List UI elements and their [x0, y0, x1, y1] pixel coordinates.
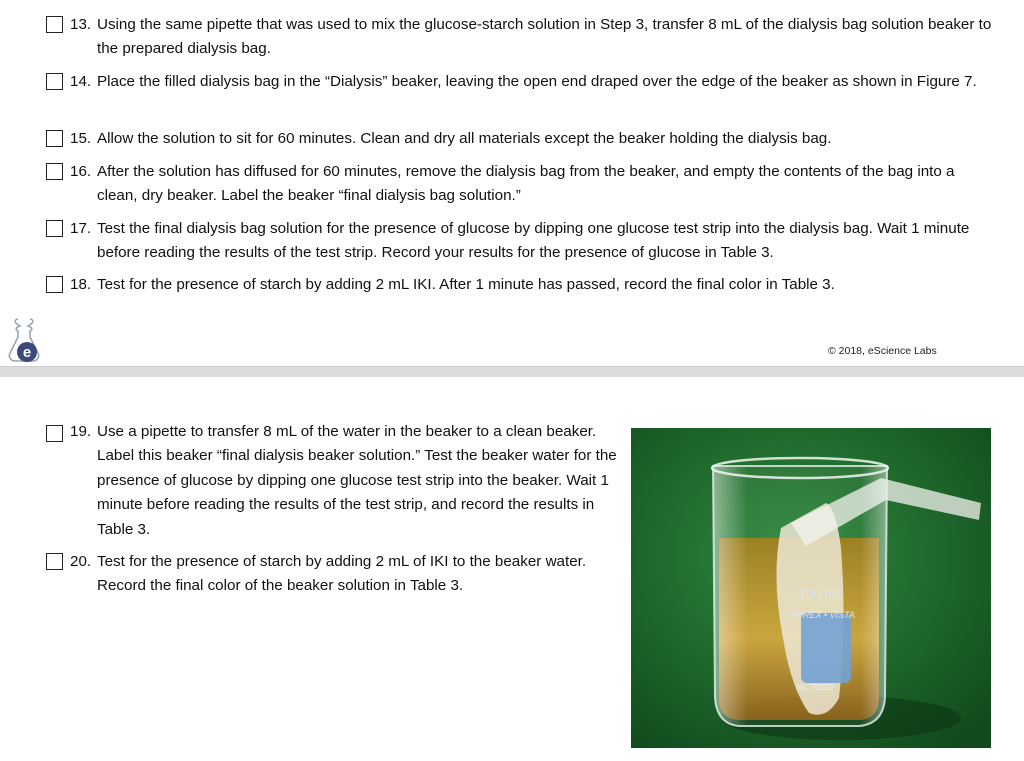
step-text: Using the same pipette that was used to mix the glucose-starch solution in Step 3, transfer 8 mL of the dialysis bag solution beaker to the prepared dialysis bag. — [97, 16, 992, 57]
beaker-brand-label: PYREX • VISTA — [791, 610, 856, 620]
step-number: 16. — [70, 163, 92, 180]
step-18-checkbox[interactable] — [46, 276, 63, 293]
step-18 — [46, 273, 996, 297]
escience-flask-logo-icon — [6, 317, 42, 363]
step-number: 17. — [70, 220, 92, 237]
step-text: Test the final dialysis bag solution for the presence of glucose by dipping one glucose test strip into the dialysis bag. Wait 1 minute before reading the results of the test strip. Record your results for the presence of glucose in Table 3. — [97, 220, 970, 261]
step-17 — [46, 217, 996, 265]
step-17-checkbox[interactable] — [46, 220, 63, 237]
beaker-volume-label: 100 mL — [799, 586, 843, 601]
step-15 — [46, 127, 996, 151]
step-number: 19. — [70, 423, 92, 440]
step-16-checkbox[interactable] — [46, 163, 63, 180]
step-number: 14. — [70, 73, 92, 90]
step-19-checkbox[interactable] — [46, 425, 63, 442]
step-14 — [46, 70, 996, 94]
page-separator — [0, 366, 1024, 377]
step-15-checkbox[interactable] — [46, 130, 63, 147]
beaker-number-label: No. 70000 — [796, 683, 833, 692]
copyright-text: © 2018, eScience Labs — [828, 345, 937, 357]
step-20 — [46, 550, 626, 599]
step-19 — [46, 420, 626, 542]
step-13 — [46, 13, 996, 61]
step-text: Place the filled dialysis bag in the “Dialysis” beaker, leaving the open end draped over the edge of the beaker as shown in Figure 7. — [97, 73, 977, 90]
svg-text:e: e — [22, 344, 32, 361]
step-text: Allow the solution to sit for 60 minutes. Clean and dry all materials except the beaker holding the dialysis bag. — [97, 130, 832, 147]
step-text: Test for the presence of starch by adding 2 mL IKI. After 1 minute has passed, record the final color in Table 3. — [97, 276, 835, 293]
step-text: After the solution has diffused for 60 minutes, remove the dialysis bag from the beaker, and empty the contents of the bag into a clean, dry beaker. Label the beaker “final dialysis bag solution.” — [97, 163, 955, 204]
step-number: 20. — [70, 553, 92, 570]
step-20-checkbox[interactable] — [46, 553, 63, 570]
step-14-checkbox[interactable] — [46, 73, 63, 90]
step-number: 15. — [70, 130, 92, 147]
step-number: 18. — [70, 276, 92, 293]
step-13-checkbox[interactable] — [46, 16, 63, 33]
step-16 — [46, 160, 996, 208]
step-text: Test for the presence of starch by adding 2 mL of IKI to the beaker water. Record the final color of the beaker solution in Table 3. — [97, 553, 587, 595]
step-number: 13. — [70, 16, 92, 33]
beaker-dialysis-photo — [631, 428, 991, 748]
step-text: Use a pipette to transfer 8 mL of the water in the beaker to a clean beaker. Label this beaker “final dialysis beaker solution.” Test the beaker water for the presence of glucose by dipping one glucose test strip into the beaker. Wait 1 minute before reading the results of the test strip, and record the results in Table 3. — [97, 423, 617, 538]
